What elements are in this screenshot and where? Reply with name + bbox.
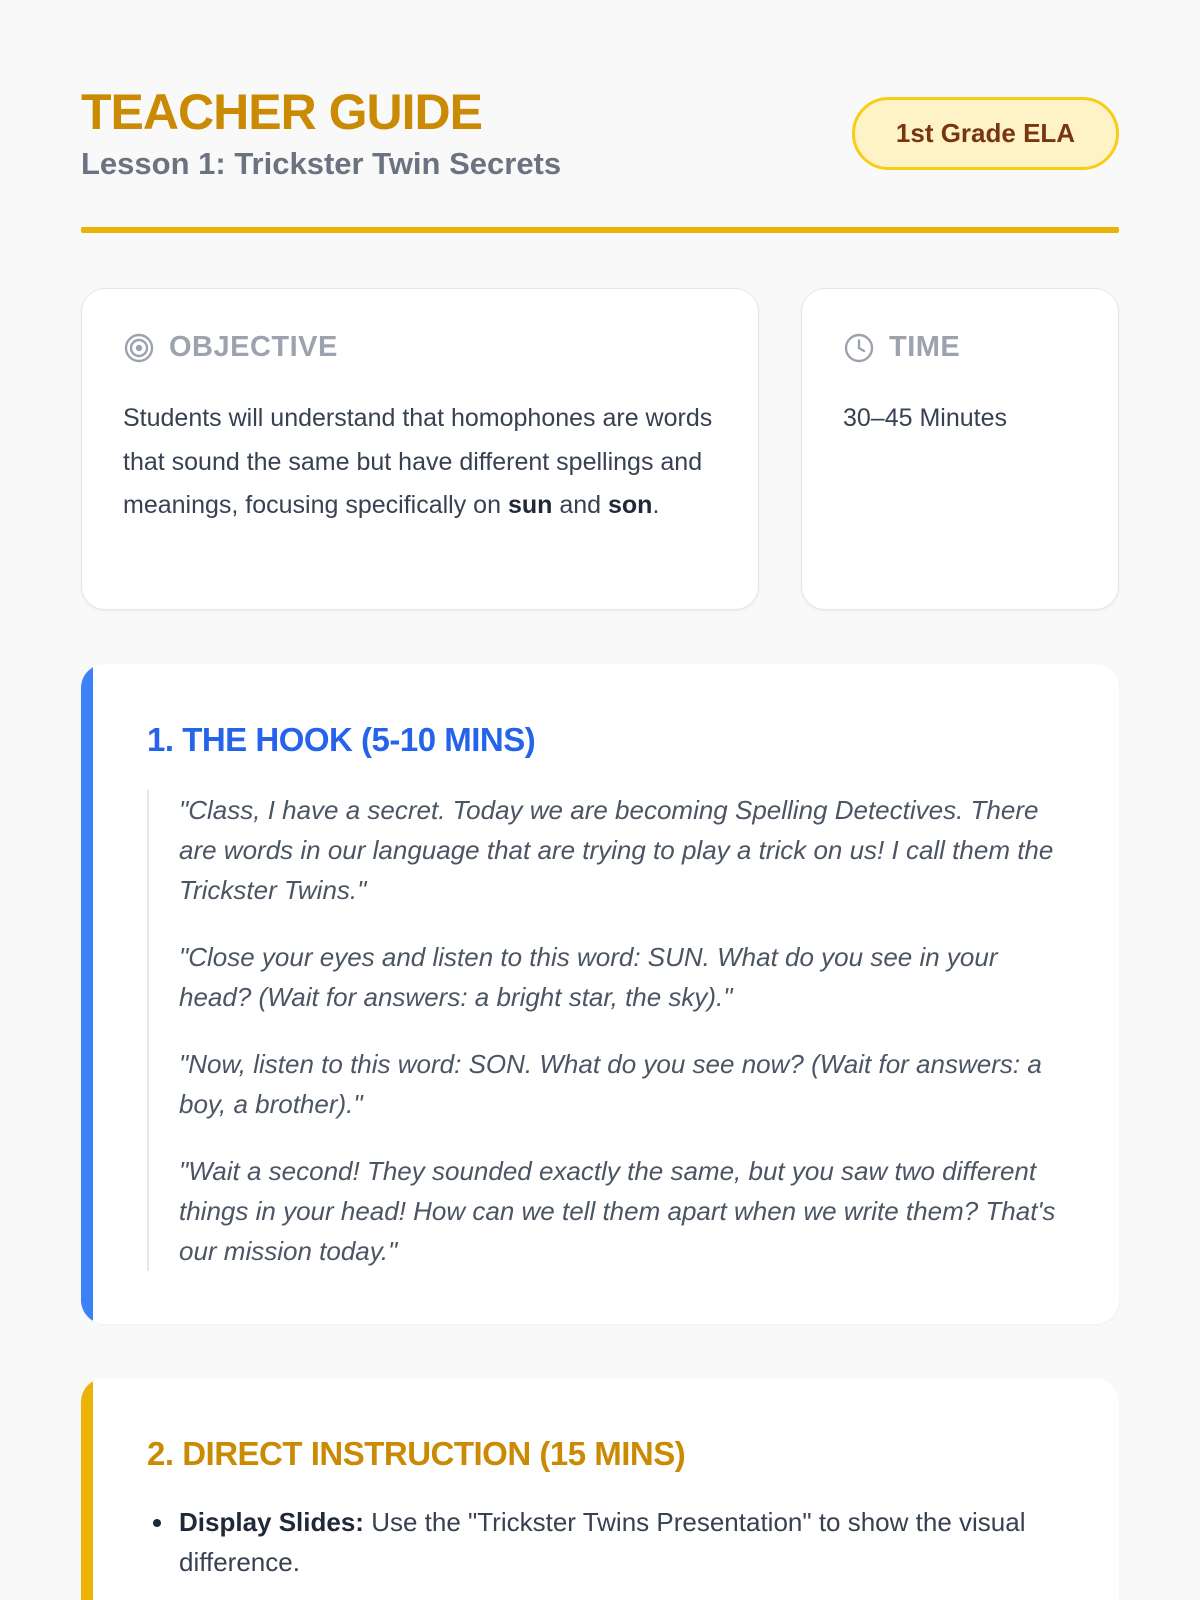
- direct-instruction-list: [147, 1502, 1059, 1582]
- script-line: "Now, listen to this word: SON. What do you see now? (Wait for answers: a boy, a brother).": [179, 1049, 1042, 1119]
- objective-header: [123, 331, 338, 364]
- objective-term-sun: sun: [507, 491, 553, 519]
- objective-text: [123, 397, 718, 528]
- target-icon: [123, 332, 155, 364]
- clock-icon: [843, 332, 875, 364]
- objective-card: [81, 288, 759, 610]
- list-item: [147, 1502, 1059, 1582]
- direct-instruction-title: 2. DIRECT INSTRUCTION (15 MINS): [147, 1435, 686, 1472]
- info-cards: [81, 288, 1119, 610]
- time-header: [843, 331, 960, 364]
- time-card: [801, 288, 1119, 610]
- script-line: "Wait a second! They sounded exactly the same, but you saw two different things in your head! How can we tell them apart when we write them? That's our mission today.": [179, 1156, 1056, 1266]
- objective-text-part: and: [552, 491, 608, 519]
- time-label: TIME: [889, 331, 961, 363]
- objective-label: OBJECTIVE: [169, 331, 338, 363]
- objective-text-part: Students will understand that homophones are words that sound the same but have different spellings and meanings, focusing specifically on: [123, 404, 713, 519]
- grade-badge: 1st Grade ELA: [852, 97, 1119, 170]
- list-item-bold: Display Slides:: [179, 1507, 364, 1537]
- script-line: "Class, I have a secret. Today we are becoming Spelling Detectives. There are words in our language that are trying to play a trick on us! I call them the Trickster Twins.": [179, 795, 1054, 905]
- script-line: "Close your eyes and listen to this word: SUN. What do you see in your head? (Wait for answers: a bright star, the sky).": [179, 942, 998, 1012]
- objective-text-part: .: [652, 491, 660, 519]
- time-value: 30–45 Minutes: [843, 404, 1008, 432]
- objective-term-son: son: [608, 491, 653, 519]
- hook-script: [147, 790, 1059, 1271]
- header-divider: [81, 227, 1119, 233]
- page-title: TEACHER GUIDE: [81, 84, 482, 140]
- list-item-text: Use the "Trickster Twins Presentation" to show the visual difference.: [179, 1507, 1026, 1577]
- guide-header: [81, 0, 1119, 234]
- lesson-subtitle: Lesson 1: Trickster Twin Secrets: [81, 146, 562, 181]
- direct-instruction-section: [81, 1378, 1119, 1600]
- hook-title: 1. THE HOOK (5-10 MINS): [147, 721, 536, 758]
- hook-section: [81, 664, 1119, 1324]
